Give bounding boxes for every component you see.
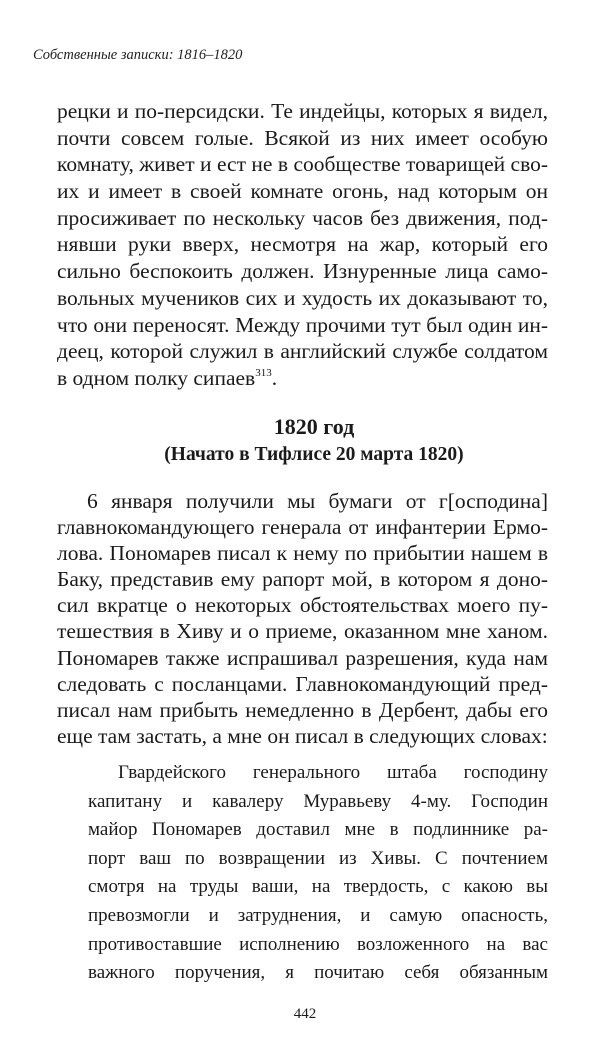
section-heading [0, 412, 600, 468]
text-line: что они переносят. Между прочими тут был один ин- [57, 312, 548, 337]
text-line: следовать с посланцами. Главнокомандующий пред- [57, 671, 548, 696]
text-line: просиживает по нескольку часов без движения, под- [57, 205, 548, 230]
text-line-content: в одном полку сипаев [57, 365, 256, 390]
text-line: превозмогли и затруднения, и самую опасность, [88, 904, 548, 926]
text-line: 6 января получили мы бумаги от г[осподина] [87, 489, 548, 513]
text-line: сил вкратце о некоторых обстоятельствах моего пу- [57, 593, 548, 618]
text-line: главнокомандующего генерала от инфантерии Ермо- [57, 515, 548, 540]
paragraph-2 [57, 488, 548, 749]
text-line: важного поручения, я почитаю себя обязанным [88, 962, 548, 984]
text-line: Баку, представив ему рапорт мой, в котором я доно- [57, 567, 548, 592]
text-line: комнату, живет и ест не в сообществе товарищей сво- [57, 152, 548, 177]
text-line: Пономарев также испрашивал разрешения, куда нам [57, 645, 548, 670]
page-number-wrap [0, 1006, 600, 1023]
text-line: их и имеет в своей комнате огонь, над которым он [57, 179, 548, 204]
text-line: противоставшие исполнению возложенного на вас [88, 933, 548, 955]
running-head: Собственные записки: 1816–1820 [33, 47, 243, 63]
text-line [57, 365, 548, 392]
page-number: 442 [293, 1006, 317, 1022]
paragraph-1 [57, 98, 548, 392]
text-line: нявши руки вверх, несмотря на жар, который его [57, 232, 548, 257]
text-line: капитану и кавалеру Муравьеву 4-му. Господин [88, 790, 548, 812]
punctuation: . [271, 365, 278, 390]
text-line: порт ваш по возвращении из Хивы. С почтением [88, 847, 548, 869]
text-line: лова. Пономарев писал к нему по прибытии нашем в [57, 541, 548, 566]
text-line: смотря на труды ваши, на твердость, с какою вы [88, 876, 548, 898]
text-line: майор Пономарев доставил мне в подлиннике ра- [88, 819, 548, 841]
text-line: Гвардейского генерального штаба господину [118, 762, 548, 783]
text-line: писал нам прибыть немедленно в Дербент, дабы его [57, 697, 548, 722]
text-line: тешествия в Хиву и о приеме, оказанном мне ханом. [57, 619, 548, 644]
text-line: почти совсем голые. Всякой из них имеет особую [57, 125, 548, 150]
text-line: еще там застать, а мне он писал в следующих словах: [57, 723, 548, 748]
quoted-letter [88, 759, 548, 988]
text-line: рецки и по-персидски. Те индейцы, которых я видел, [57, 99, 548, 123]
section-subtitle: (Начато в Тифлисе 20 марта 1820) [164, 444, 464, 465]
footnote-reference[interactable]: 313 [255, 366, 272, 379]
section-title: 1820 год [273, 414, 355, 439]
text-line: деец, которой служил в английский службе солдатом [57, 339, 548, 364]
text-line: вольных мучеников сих и худость их доказывают то, [57, 285, 548, 310]
text-line: сильно беспокоить должен. Изнуренные лица само- [57, 259, 548, 284]
